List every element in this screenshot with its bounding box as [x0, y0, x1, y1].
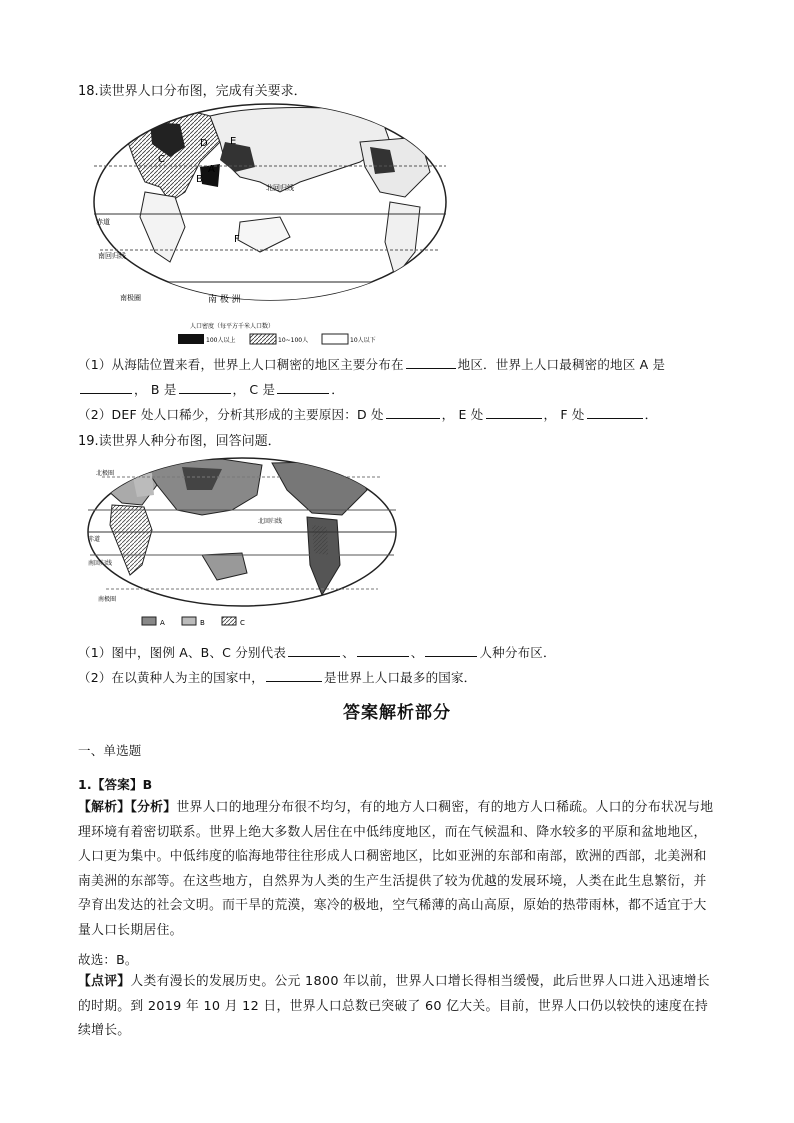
map2-tropic-s: 南回归线	[88, 560, 113, 567]
map1-legend-item-2: 10~100人	[278, 337, 309, 344]
q18-part2: （2）DEF 处人口稀少，分析其形成的主要原因：D 处 ， E 处 ， F 处 ．	[78, 407, 658, 422]
blank-B[interactable]	[179, 381, 231, 394]
map2-arctic: 北极圈	[96, 470, 115, 477]
map1-label-B: B	[196, 174, 203, 185]
blank-A[interactable]	[80, 381, 132, 394]
map1-legend-title: 人口密度（每平方千米人口数）	[190, 323, 275, 330]
map2-equator: 赤道	[88, 536, 101, 543]
q19-part2: （2）在以黄种人为主的国家中， 是世界上人口最多的国家．	[78, 670, 477, 685]
map1-tropic-n: 北回归线	[266, 184, 294, 192]
blank-country[interactable]	[266, 669, 322, 682]
map2-legend-swatch-c	[222, 617, 236, 625]
blank-race-c[interactable]	[425, 644, 477, 657]
map1-legend-swatch-dense	[178, 334, 204, 344]
answer-1: 1.【答案】B	[78, 777, 153, 792]
map2-legend-swatch-a	[142, 617, 156, 625]
map1-label-C: C	[158, 154, 165, 165]
map1-antarctic: 南极圈	[120, 294, 141, 302]
map2-legend-c: C	[240, 619, 245, 627]
map2-legend-swatch-b	[182, 617, 196, 625]
blank-region[interactable]	[406, 356, 456, 369]
blank-E[interactable]	[486, 406, 542, 419]
map2-legend-b: B	[200, 619, 205, 627]
map2-tropic-n: 北回归线	[258, 518, 283, 525]
map1-legend-swatch-sparse	[322, 334, 348, 344]
map1-label-A: A	[208, 164, 215, 175]
blank-C[interactable]	[277, 381, 329, 394]
map2-legend-a: A	[160, 619, 165, 627]
race-map	[82, 455, 412, 635]
map1-tropic-s: 南回归线	[98, 252, 126, 260]
blank-F[interactable]	[587, 406, 643, 419]
q19-title: 19.读世界人种分布图，回答问题．	[78, 434, 281, 449]
population-map	[90, 102, 450, 350]
map1-label-D: D	[200, 138, 208, 149]
map1-legend-item-1: 100人以上	[206, 337, 236, 344]
q18-part1-line2: ， B 是 ， C 是 ．	[78, 380, 344, 398]
answers-heading: 答案解析部分	[343, 703, 451, 723]
map2-antarctic: 南极圈	[98, 596, 117, 603]
blank-race-b[interactable]	[357, 644, 409, 657]
choice-line: 故选：B。	[78, 952, 138, 967]
comment-paragraph: 【点评】人类有漫长的发展历史。公元 1800 年以前，世界人口增长得相当缓慢，此后世界人口进入迅速增长的时期。到 2019 年 10 月 12 日，世界人口总数已突破了 60 亿大关。目前，世界人口仍以较快的速度在持续增长。	[78, 974, 710, 1038]
map1-legend-item-3: 10人以下	[350, 337, 376, 344]
map1-equator: 赤道	[96, 218, 110, 226]
map1-antarctica: 南 极 洲	[208, 295, 241, 305]
blank-race-a[interactable]	[288, 644, 340, 657]
blank-D[interactable]	[386, 406, 440, 419]
map1-legend-swatch-medium	[250, 334, 276, 344]
q19-part1: （1）图中，图例 A、B、C 分别代表 、 、 人种分布区．	[78, 645, 556, 660]
q18-part1-line1: （1）从海陆位置来看，世界上人口稠密的地区主要分布在 地区．世界上人口最稠密的地区 A 是	[78, 357, 666, 372]
q18-title: 18.读世界人口分布图，完成有关要求．	[78, 84, 307, 99]
section-title: 一、单选题	[78, 743, 142, 758]
map1-label-E: E	[230, 136, 237, 147]
map1-label-F: F	[234, 234, 240, 245]
analysis-paragraph: 【解析】【分析】世界人口的地理分布很不均匀，有的地方人口稠密，有的地方人口稀疏。人口的分布状况与地理环境有着密切联系。世界上绝大多数人居住在中低纬度地区，而在气候温和、降水较多的平原和盆地地区，人口更为集中。中低纬度的临海地带往往形成人口稠密地区，比如亚洲的东部和南部，欧洲的西部，北美洲和南美洲的东部等。在这些地方，自然界为人类的生产生活提供了较为优越的发展环境，人类在此生息繁衍，并孕育出发达的社会文明。而干旱的荒漠，寒冷的极地，空气稀薄的高山高原，原始的热带雨林，都不适宜于大量人口长期居住。	[78, 800, 714, 938]
